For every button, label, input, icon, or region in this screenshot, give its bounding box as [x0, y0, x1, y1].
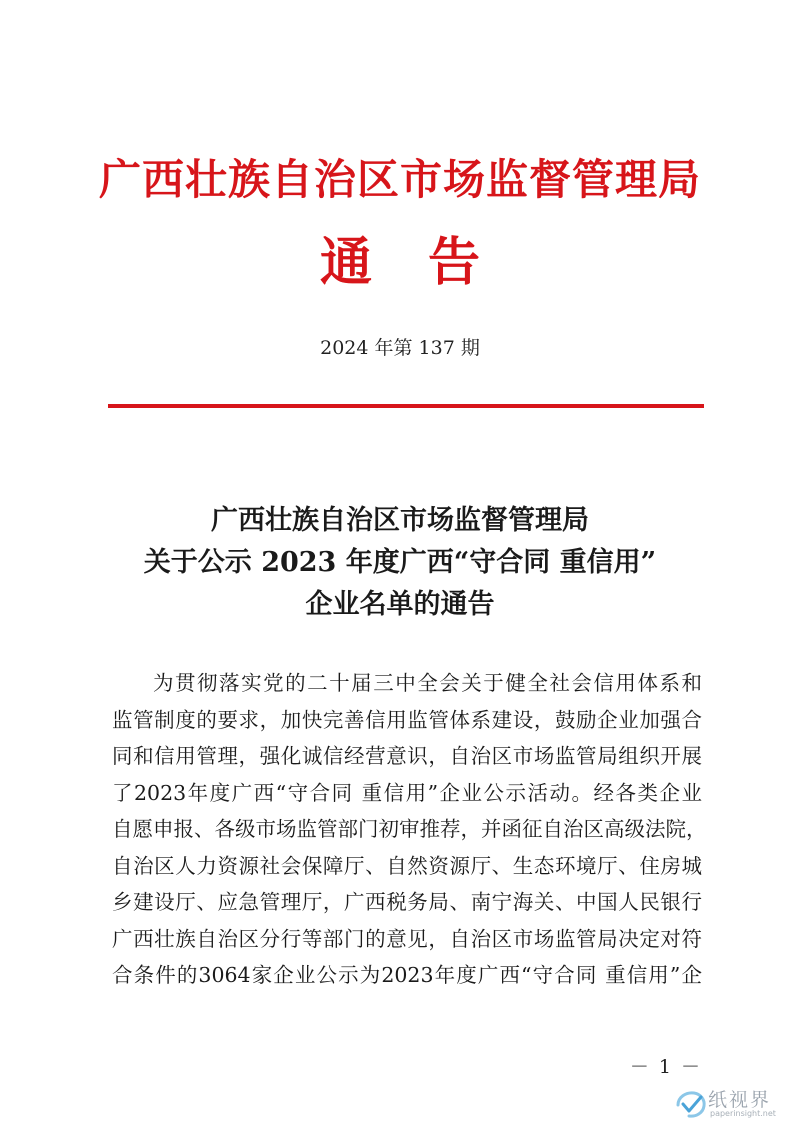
- paperinsight-logo-icon: [674, 1089, 708, 1119]
- body-line-7: 乡建设厅、应急管理厅，广西税务局、南宁海关、中国人民银行: [112, 890, 702, 914]
- agency-title: 广西壮族自治区市场监督管理局: [98, 155, 701, 204]
- body-line-3: 同和信用管理，强化诚信经营意识，自治区市场监管局组织开展: [112, 744, 702, 768]
- document-type-char-2: 告: [428, 232, 481, 293]
- notice-title-line-1: 广西壮族自治区市场监督管理局: [211, 505, 589, 536]
- notice-title: [0, 500, 800, 626]
- issue-number: 2024 年第 137 期: [320, 337, 480, 359]
- body-line-2: 监管制度的要求，加快完善信用监管体系建设，鼓励企业加强合: [112, 707, 702, 732]
- body-line-8: 广西壮族自治区分行等部门的意见，自治区市场监管局决定对符: [112, 926, 702, 951]
- body-line-4: 了2023年度广西“守合同 重信用”企业公示活动。经各类企业: [112, 780, 702, 805]
- document-type-heading: [0, 228, 800, 298]
- notice-title-line-2: 关于公示 2023 年度广西“守合同 重信用”: [143, 547, 657, 578]
- body-line-5: 自愿申报、各级市场监管部门初审推荐，并函征自治区高级法院，: [112, 817, 707, 841]
- watermark-name: 纸视界: [708, 1089, 772, 1111]
- body-line-1: 为贯彻落实党的二十届三中全会关于健全社会信用体系和: [153, 671, 702, 695]
- document-type-char-1: 通: [319, 232, 372, 293]
- body-line-6: 自治区人力资源社会保障厅、自然资源厅、生态环境厅、住房城: [112, 853, 702, 878]
- watermark: [674, 1083, 792, 1125]
- body-line-9: 合条件的3064家企业公示为2023年度广西“守合同 重信用”企: [112, 963, 702, 987]
- notice-title-line-3: 企业名单的通告: [305, 589, 495, 620]
- watermark-url: paperinsight.net: [710, 1109, 776, 1118]
- red-divider-line: [108, 404, 704, 408]
- notice-body: [112, 665, 707, 994]
- page-number: － 1 －: [629, 1056, 702, 1078]
